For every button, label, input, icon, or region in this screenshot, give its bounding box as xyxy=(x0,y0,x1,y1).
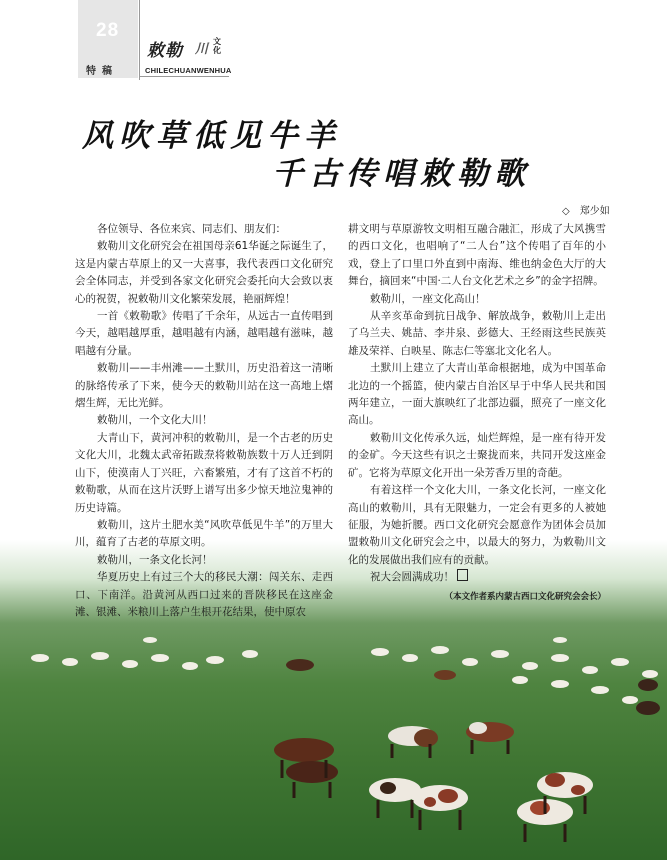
paragraph: 土默川上建立了大青山革命根据地，成为中国革命北边的一个摇篮，使内蒙古自治区早于中华人民共和国两年建立，一面大旗映红了北部边疆，照亮了一座文化高山。 xyxy=(348,362,606,427)
paragraph: 大青山下，黄河冲积的敕勒川，是一个古老的历史文化大川，北魏太武帝拓跋焘将敕勒族数十万人迁到阴山下，使漠南人丁兴旺，六畜繁殖，才有了这首不朽的敕勒歌，从而在这片沃野上谱写出多少惊天地泣鬼神的历史诗篇。 xyxy=(75,431,333,514)
author-byline xyxy=(562,202,610,217)
title-line-2: 千古传唱敕勒歌 xyxy=(272,156,531,192)
author-name: 郑少如 xyxy=(579,206,610,217)
page-number: 28 xyxy=(96,20,120,41)
header-underline xyxy=(139,76,229,77)
paragraph: 敕勒川，一条文化长河！ xyxy=(97,553,213,566)
paragraph: 敕勒川文化传承久远，灿烂辉煌，是一座有待开发的金矿。今天这些有识之士聚拢而来，共同开发这座金矿。它将为草原文化开出一朵芳香万里的奇葩。 xyxy=(348,431,606,479)
text-column-right xyxy=(348,221,606,606)
paragraph: 敕勒川，一个文化大川！ xyxy=(97,414,213,427)
closing-line xyxy=(348,569,606,586)
sheep-flock xyxy=(31,637,658,704)
paragraph: 敕勒川，一座文化高山！ xyxy=(370,292,486,305)
column-english: CHILECHUANWENHUA xyxy=(145,66,232,75)
column-name: 敕勒 xyxy=(147,41,183,61)
closing-text: 祝大会圆满成功！ xyxy=(370,571,455,584)
paragraph: 一首《敕勒歌》传唱了千余年，从远古一直传唱到今天，越唱越厚重，越唱越有内涵，越唱越有滋味，越唱越有分量。 xyxy=(75,310,333,357)
paragraph: 敕勒川，这片土肥水美“风吹草低见牛羊”的万里大川，蕴育了古老的草原文明。 xyxy=(75,518,333,549)
paragraph: 华夏历史上有过三个大的移民大潮：闯关东、走西口、下南洋。沿黄河从西口过来的晋陕移民在这座金滩、银滩、米粮川上落户生根开花结果，使中原农 xyxy=(75,571,333,618)
author-note: （本文作者系内蒙古西口文化研究会会长） xyxy=(444,591,606,602)
paragraph: 敕勒川文化研究会在祖国母亲61华诞之际诞生了，这是内蒙古草原上的又一大喜事，我代表西口文化研究会全体同志，并受到各家文化研究会委托向大会致以衷心的祝贺，祝敕勒川文化繁荣发展，艳丽辉煌！ xyxy=(75,240,333,305)
paragraph-continued: 耕文明与草原游牧文明相互融合融汇，形成了大风携雪的西口文化，也唱响了“二人台”这个传唱了百年的小戏，登上了口里口外直到中南海、维也纳金色大厅的大舞台，摘回来“中国·二人台文化艺术之乡”的金字招牌。 xyxy=(348,223,606,288)
paragraph: 各位领导、各位来宾、同志们、朋友们： xyxy=(97,223,287,235)
column-name-3: 文化 xyxy=(213,37,221,55)
end-mark-icon xyxy=(457,569,468,581)
paragraph: 有着这样一个文化大川，一条文化长河，一座文化高山的敕勒川，具有无限魅力，一定会有更多的人被她征服，为她折腰。西口文化研究会愿意作为团体会员加盟敕勒川文化研究会之中，以最大的努力，为敕勒川文化的发展做出我们应有的贡献。 xyxy=(348,484,606,566)
column-name-2: 川 xyxy=(195,42,209,57)
header-divider xyxy=(139,0,140,80)
text-column-left xyxy=(75,221,333,621)
cattle-herd xyxy=(274,659,660,825)
title-line-1: 风吹草低见牛羊 xyxy=(82,118,341,154)
paragraph: 敕勒川——丰州滩——土默川，历史沿着这一清晰的脉络传承了下来，使今天的敕勒川站在这一高地上熠熠生辉，无比光鲜。 xyxy=(75,362,333,410)
section-label: 特稿 xyxy=(86,66,118,77)
diamond-icon: ◇ xyxy=(562,206,570,217)
paragraph: 从辛亥革命到抗日战争、解放战争，敕勒川上走出了乌兰夫、姚喆、李井泉、彭德大、王经雨这些民族英雄及荣祥、白映星、陈志仁等塞北文化名人。 xyxy=(348,310,606,357)
